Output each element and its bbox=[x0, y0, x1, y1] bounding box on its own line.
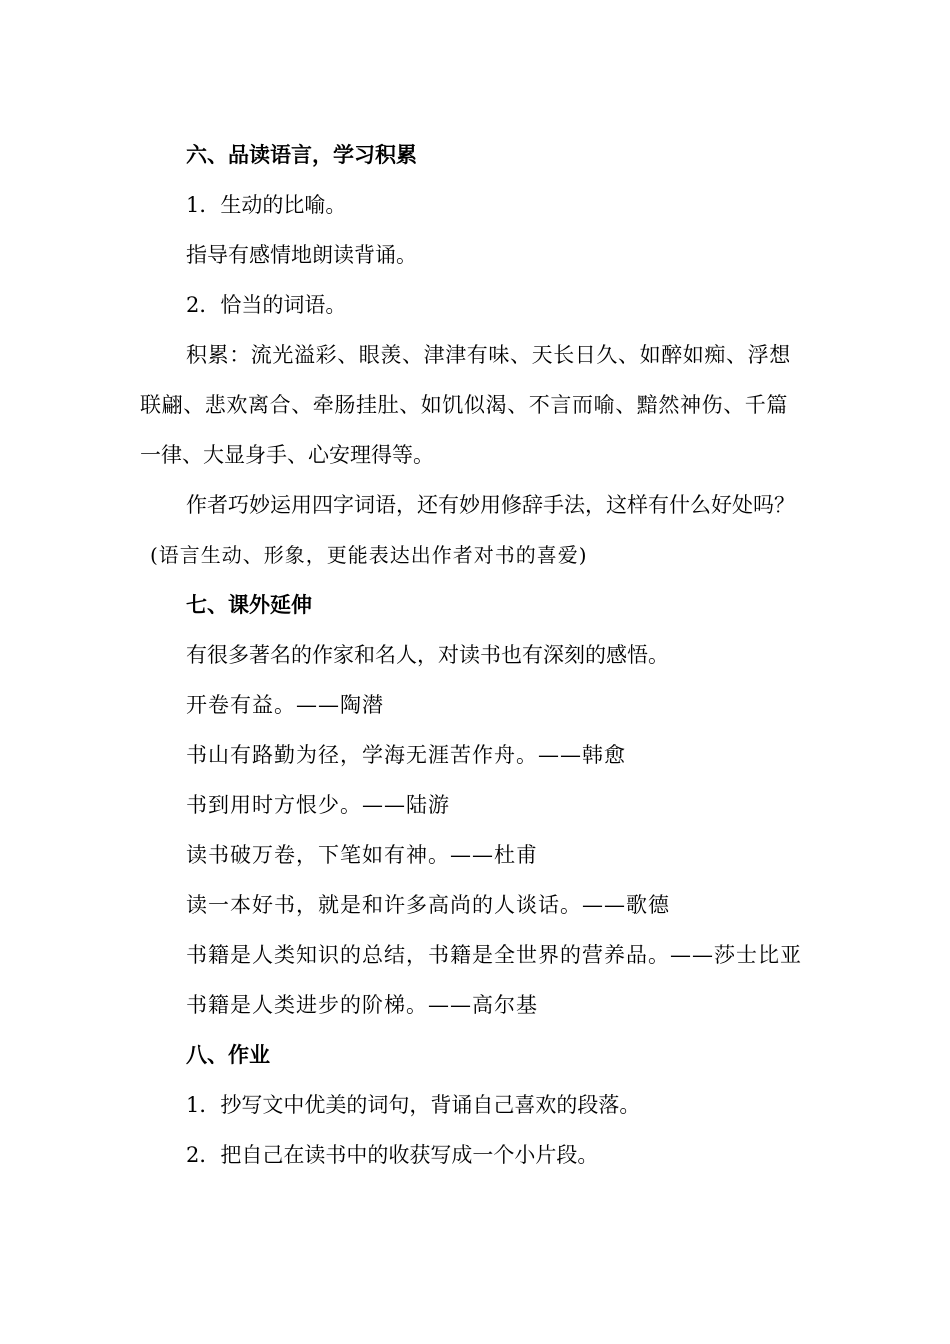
section-7-heading: 七、课外延伸 bbox=[186, 593, 312, 617]
section-8-heading: 八、作业 bbox=[186, 1043, 270, 1067]
homework-item: 2．把自己在读书中的收获写成一个小片段。 bbox=[186, 1143, 599, 1167]
quote-item: 书山有路勤为径，学海无涯苦作舟。——韩愈 bbox=[186, 743, 626, 767]
section-6-item-1: 1．生动的比喻。 bbox=[186, 193, 347, 217]
quote-item: 读一本好书，就是和许多高尚的人谈话。——歌德 bbox=[186, 893, 670, 917]
section-6-heading: 六、品读语言，学习积累 bbox=[186, 143, 417, 167]
section-6-question: 作者巧妙运用四字词语，还有妙用修辞手法，这样有什么好处吗？ bbox=[186, 493, 795, 517]
document-body bbox=[140, 130, 820, 1180]
section-6-item-2: 2．恰当的词语。 bbox=[186, 293, 347, 317]
quote-item: 书籍是人类知识的总结，书籍是全世界的营养品。——莎士比亚 bbox=[186, 943, 802, 967]
quote-item: 读书破万卷，下笔如有神。——杜甫 bbox=[186, 843, 538, 867]
section-7-intro: 有很多著名的作家和名人，对读书也有深刻的感悟。 bbox=[186, 643, 669, 667]
accumulate-line-3: 一律、大显身手、心安理得等。 bbox=[140, 443, 434, 467]
accumulate-line-1: 积累：流光溢彩、眼羡、津津有味、天长日久、如醉如痴、浮想 bbox=[186, 343, 791, 367]
homework-item: 1．抄写文中优美的词句，背诵自己喜欢的段落。 bbox=[186, 1093, 641, 1117]
quote-item: 书籍是人类进步的阶梯。——高尔基 bbox=[186, 993, 538, 1017]
quote-item: 书到用时方恨少。——陆游 bbox=[186, 793, 450, 817]
section-6-item-1-note: 指导有感情地朗读背诵。 bbox=[186, 243, 417, 267]
section-6-answer: (语言生动、形象，更能表达出作者对书的喜爱) bbox=[150, 543, 588, 567]
accumulate-line-2: 联翩、悲欢离合、牵肠挂肚、如饥似渴、不言而喻、黯然神伤、千篇 bbox=[140, 393, 788, 417]
quote-item: 开卷有益。——陶潜 bbox=[186, 693, 384, 717]
